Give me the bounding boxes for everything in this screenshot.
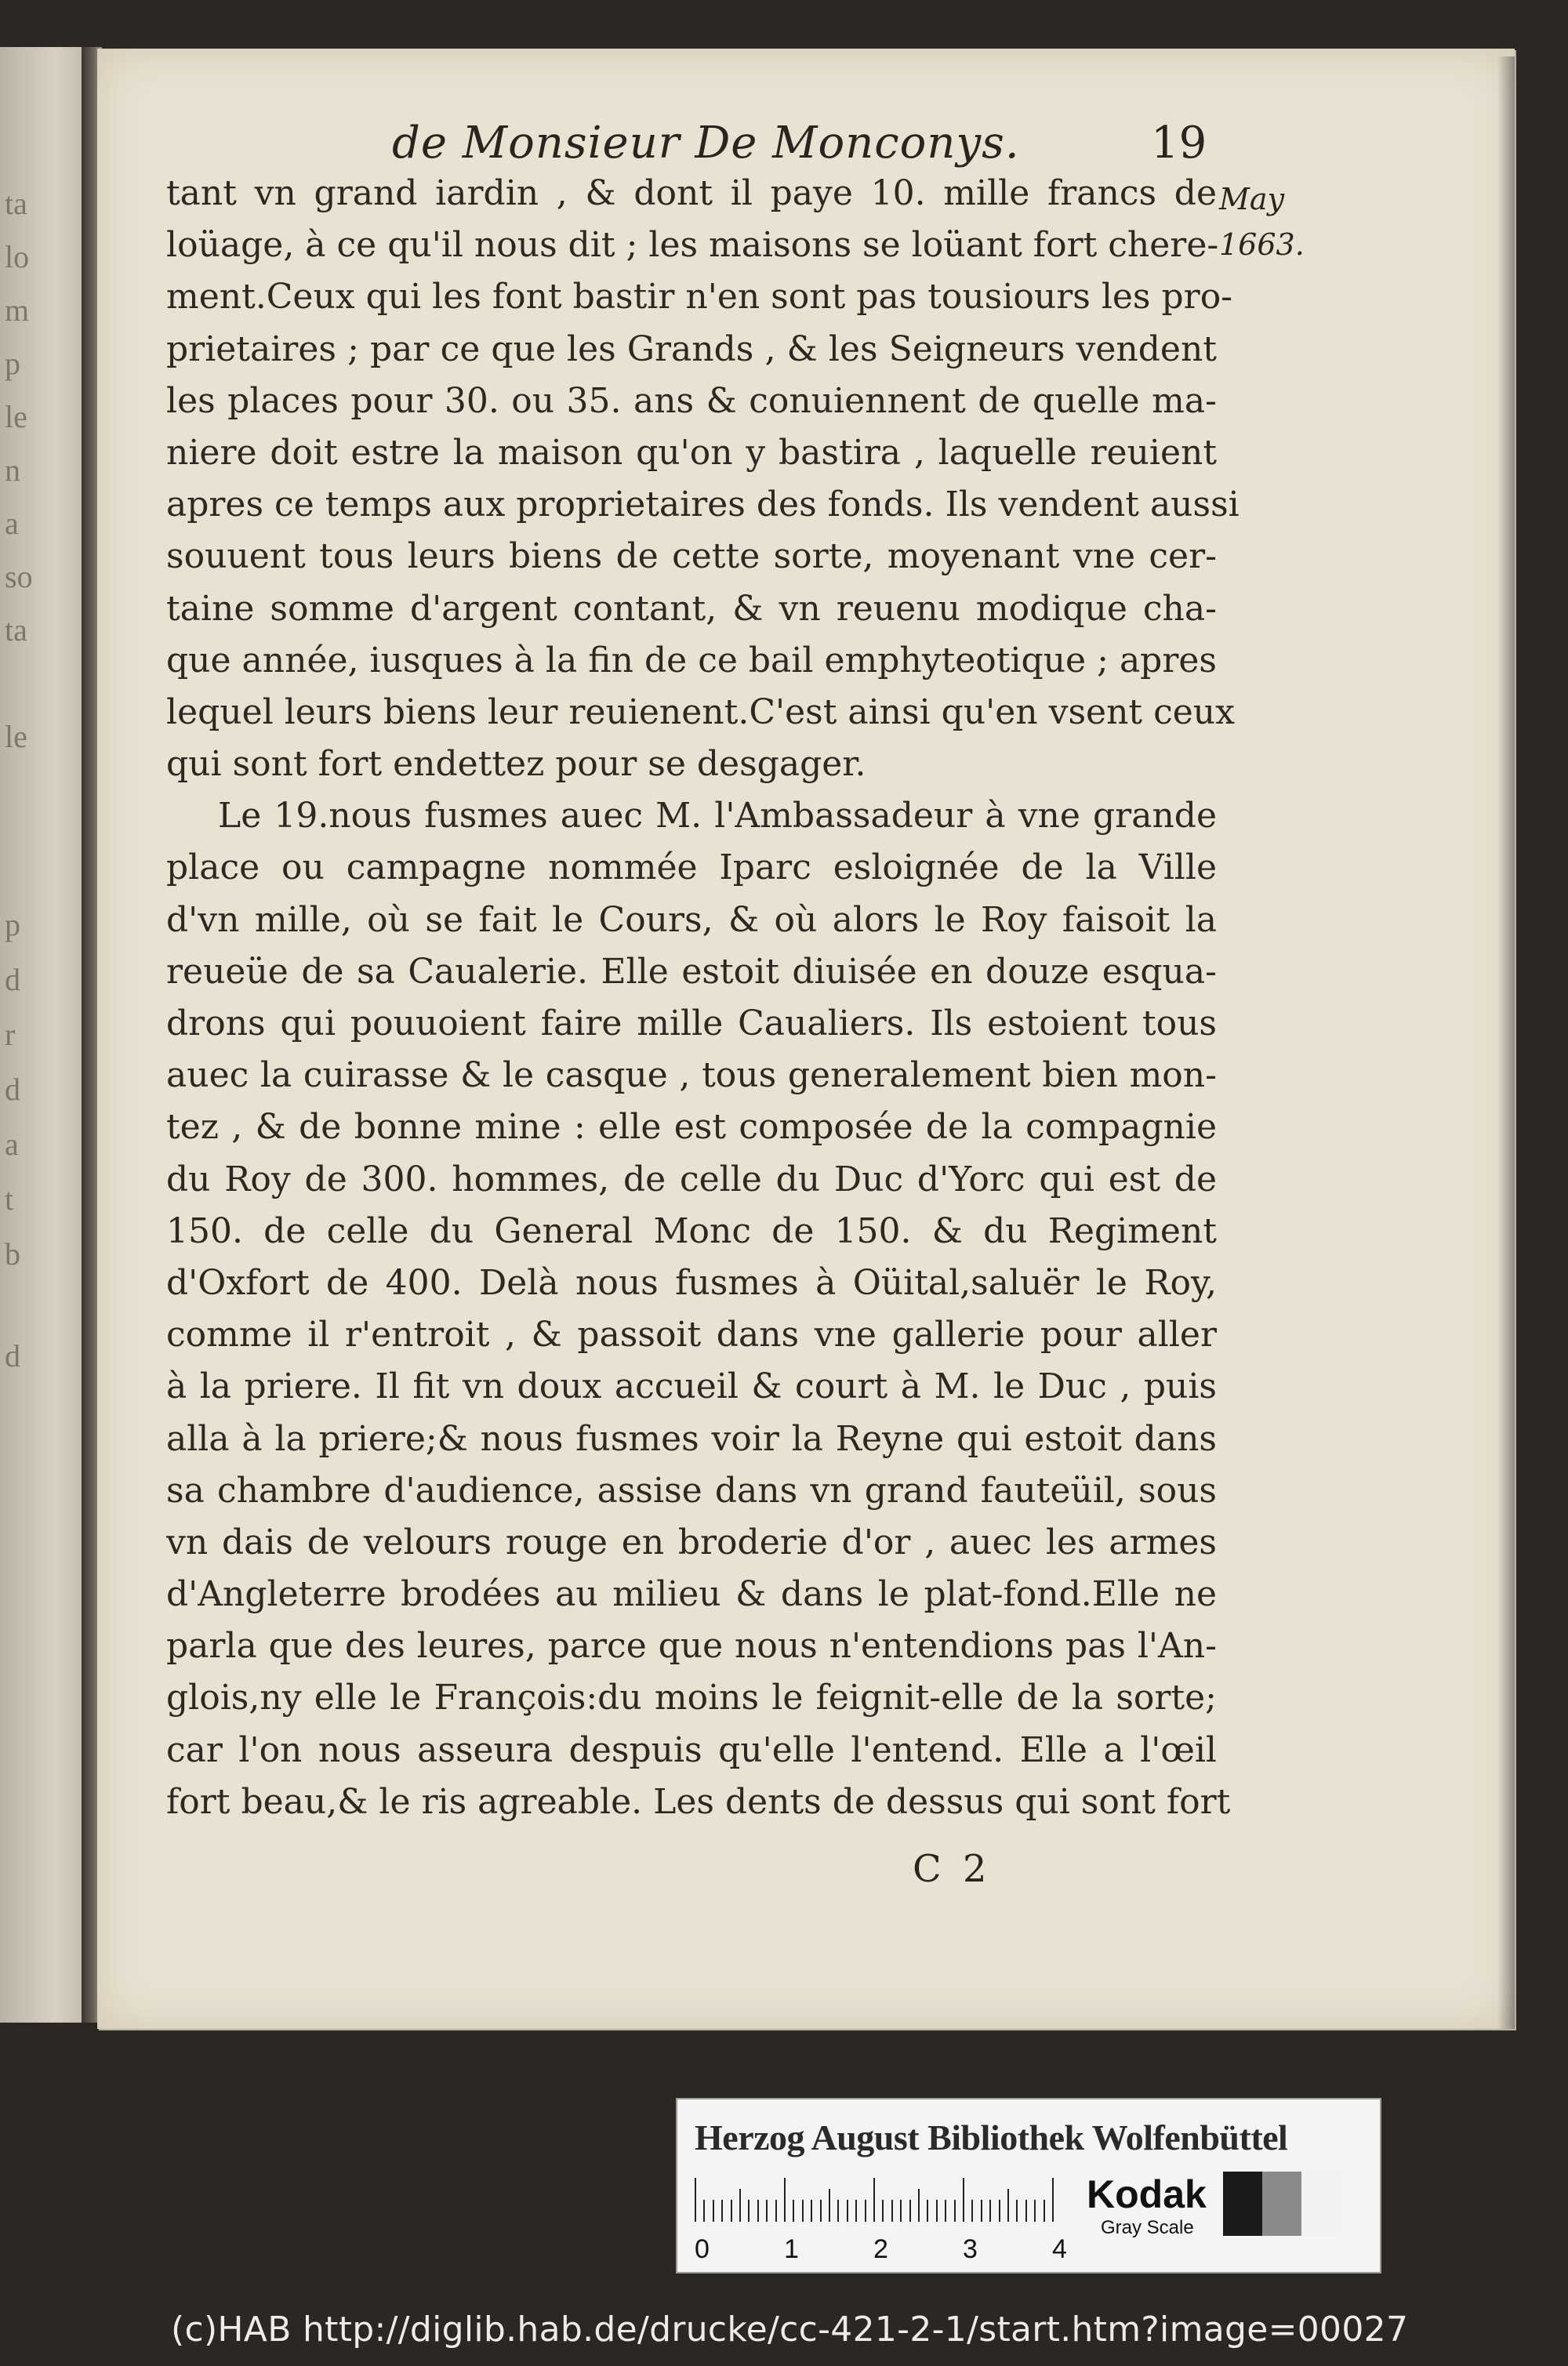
text-line: sa chambre d'audience, assise dans vn grand fauteüil, sous: [166, 1470, 1217, 1511]
ruler-tick: [1007, 2189, 1009, 2222]
ruler-tick: [1016, 2200, 1018, 2222]
text-line: souuent tous leurs biens de cette sorte, moyenant vne cer-: [166, 536, 1217, 577]
ruler-label: 4: [1052, 2234, 1067, 2264]
text-line: d'Angleterre brodées au milieu & dans le plat-fond.Elle ne: [166, 1574, 1217, 1615]
ruler-tick: [999, 2200, 1000, 2222]
ruler-tick: [954, 2200, 956, 2222]
text-line: qui sont fort endettez pour se desgager.: [166, 744, 866, 785]
ruler-tick: [963, 2178, 964, 2222]
page-number: 19: [1151, 118, 1207, 169]
text-line: tez , & de bonne mine : elle est composée de la compagnie: [166, 1107, 1217, 1148]
ruler-tick: [1025, 2200, 1027, 2222]
text-line: auec la cuirasse & le casque , tous generalement bien mon-: [166, 1055, 1217, 1096]
ruler-tick: [811, 2200, 812, 2222]
ruler-tick: [802, 2200, 804, 2222]
ruler-tick: [909, 2200, 911, 2222]
margin-note-month: May: [1219, 182, 1285, 216]
ruler-label: 1: [784, 2234, 799, 2264]
margin-note-year: 1663.: [1219, 227, 1305, 262]
text-line: 150. de celle du General Monc de 150. & du Regiment: [166, 1210, 1217, 1251]
running-head-title: de Monsieur De Monconys.: [392, 118, 1020, 169]
text-line: car l'on nous asseura despuis qu'elle l'entend. Elle a l'œil: [166, 1729, 1217, 1770]
text-line: loüage, à ce qu'il nous dit ; les maisons se loüant fort chere-: [166, 225, 1219, 266]
swatch-gray: [1262, 2172, 1301, 2236]
ruler-tick: [713, 2200, 714, 2222]
ruler-label: 0: [695, 2234, 710, 2264]
ruler-tick: [971, 2200, 973, 2222]
ruler-tick: [945, 2200, 946, 2222]
ruler-tick: [936, 2200, 938, 2222]
library-name: Herzog August Bibliothek Wolfenbüttel: [695, 2117, 1288, 2157]
text-line: vn dais de velours rouge en broderie d'or , auec les armes: [166, 1522, 1217, 1562]
kodak-logo-text: Kodak: [1087, 2172, 1207, 2216]
swatch-black: [1223, 2172, 1262, 2236]
body-text: [166, 168, 1240, 1828]
text-line: niere doit estre la maison qu'on y bastira , laquelle reuient: [166, 432, 1217, 473]
text-line: les places pour 30. ou 35. ans & conuiennent de quelle ma-: [166, 380, 1217, 421]
page-edge-shadow: [1497, 56, 1515, 2029]
ruler-tick: [989, 2200, 991, 2222]
ruler-tick: [784, 2178, 786, 2222]
text-line: drons qui pouuoient faire mille Caualiers. Ils estoient tous: [166, 1003, 1217, 1043]
ruler-tick: [918, 2189, 920, 2222]
ruler-tick: [1034, 2200, 1036, 2222]
kodak-color-card: [676, 2098, 1381, 2273]
text-line: ment.Ceux qui les font bastir n'en sont pas tousiours les pro-: [166, 277, 1233, 318]
text-line: apres ce temps aux proprietaires des fonds. Ils vendent aussi: [166, 484, 1240, 525]
text-line: d'Oxfort de 400. Delà nous fusmes à Oüital,saluër le Roy,: [166, 1262, 1217, 1303]
ruler-tick: [865, 2200, 866, 2222]
text-line: que année, iusques à la fin de ce bail emphyteotique ; apres: [166, 640, 1217, 680]
text-line: prietaires ; par ce que les Grands , & les Seigneurs vendent: [166, 328, 1217, 369]
gray-scale-label: Gray Scale: [1101, 2217, 1194, 2238]
ruler-tick: [927, 2200, 928, 2222]
ruler-tick: [793, 2200, 794, 2222]
ruler-tick: [703, 2200, 705, 2222]
ruler-tick: [757, 2200, 759, 2222]
text-line: du Roy de 300. hommes, de celle du Duc d'Yorc qui est de: [166, 1159, 1217, 1199]
ruler-tick: [820, 2200, 822, 2222]
text-line: tant vn grand iardin , & dont il paye 10. mille francs de: [166, 173, 1217, 213]
signature-mark: C 2: [913, 1847, 992, 1891]
facing-page-edge: ta lo m p le n a so ta le p d r d a t b d: [0, 47, 93, 2023]
ruler-tick: [829, 2189, 830, 2222]
ruler-tick: [882, 2200, 884, 2222]
ruler-tick: [695, 2178, 696, 2222]
copyright-footer: (c)HAB http://diglib.hab.de/drucke/cc-421-2-1/start.htm?image=00027: [171, 2310, 1409, 2350]
ruler-tick: [1044, 2200, 1045, 2222]
ruler-label: 3: [963, 2234, 978, 2264]
paragraph-start-line: Le 19.nous fusmes auec M. l'Ambassadeur à vne grande: [218, 796, 1217, 836]
ruler-tick: [775, 2200, 777, 2222]
ruler-tick: [731, 2200, 732, 2222]
text-line: fort beau,& le ris agreable. Les dents de dessus qui sont fort: [166, 1781, 1231, 1822]
text-line: reueüe de sa Caualerie. Elle estoit diuisée en douze esqua-: [166, 951, 1217, 992]
ruler-tick: [1052, 2178, 1054, 2222]
text-line: d'vn mille, où se fait le Cours, & où alors le Roy faisoit la: [166, 899, 1217, 940]
ruler-tick: [873, 2178, 875, 2222]
ruler-tick: [739, 2189, 741, 2222]
text-line: comme il r'entroit , & passoit dans vne gallerie pour aller: [166, 1315, 1217, 1355]
ruler-tick: [748, 2200, 750, 2222]
scale-ruler: [695, 2178, 1063, 2222]
text-line: place ou campagne nommée Iparc esloignée de la Ville: [166, 847, 1217, 888]
text-line: lequel leurs biens leur reuienent.C'est ainsi qu'en vsent ceux: [166, 691, 1235, 732]
ruler-label: 2: [873, 2234, 888, 2264]
text-line: taine somme d'argent contant, & vn reuenu modique cha-: [166, 588, 1217, 629]
ruler-tick: [721, 2200, 723, 2222]
ruler-tick: [855, 2200, 857, 2222]
swatch-white: [1301, 2172, 1341, 2236]
text-line: à la priere. Il fit vn doux accueil & court à M. le Duc , puis: [166, 1366, 1217, 1407]
ruler-tick: [981, 2200, 982, 2222]
text-line: glois,ny elle le François:du moins le feignit-elle de la sorte;: [166, 1678, 1217, 1718]
ruler-tick: [900, 2200, 902, 2222]
ruler-tick: [766, 2200, 768, 2222]
ruler-tick: [837, 2200, 839, 2222]
ruler-tick: [891, 2200, 893, 2222]
text-line: alla à la priere;& nous fusmes voir la Reyne qui estoit dans: [166, 1418, 1217, 1459]
ruler-tick: [847, 2200, 848, 2222]
text-line: parla que des leures, parce que nous n'entendions pas l'An-: [166, 1626, 1217, 1667]
